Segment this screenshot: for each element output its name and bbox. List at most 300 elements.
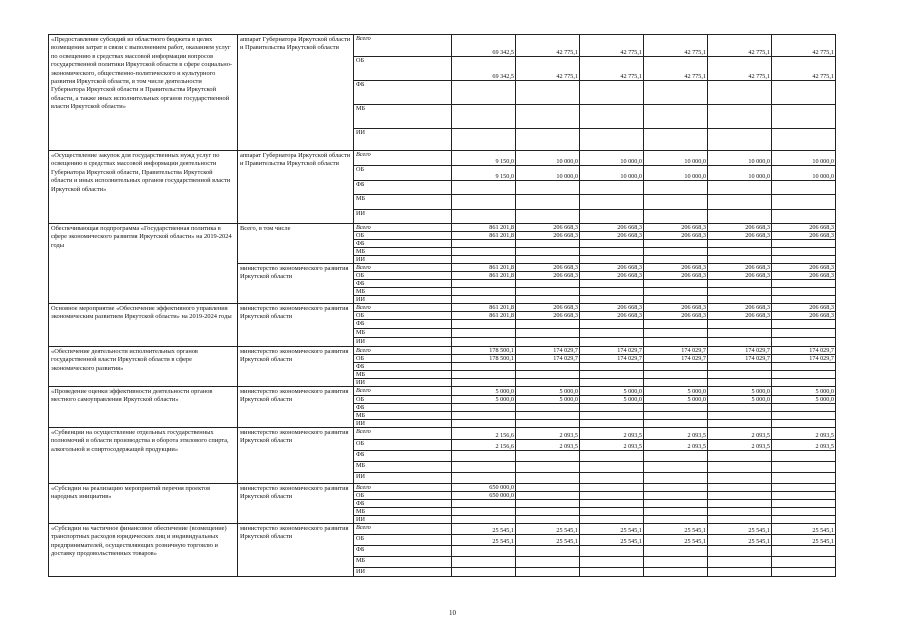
amount-cell: 206 668,3 — [644, 224, 708, 232]
funding-source: Всего — [354, 484, 452, 492]
amount-cell — [772, 379, 836, 387]
amount-cell — [708, 195, 772, 210]
amount-cell — [452, 557, 516, 568]
amount-cell — [516, 338, 580, 347]
amount-cell — [772, 420, 836, 428]
amount-cell — [516, 320, 580, 329]
amount-cell: 650 000,0 — [452, 492, 516, 500]
funding-source: ИИ — [354, 568, 452, 577]
amount-cell: 10 000,0 — [644, 151, 708, 166]
document-page — [48, 34, 836, 577]
amount-cell — [516, 256, 580, 264]
amount-cell — [708, 546, 772, 557]
amount-cell — [452, 451, 516, 462]
amount-cell — [516, 462, 580, 473]
funding-source: МБ — [354, 329, 452, 338]
amount-cell: 9 150,0 — [452, 151, 516, 166]
amount-cell — [580, 105, 644, 129]
funding-source: Всего — [354, 151, 452, 166]
amount-cell — [708, 320, 772, 329]
amount-cell: 206 668,3 — [580, 312, 644, 320]
amount-cell — [580, 256, 644, 264]
funding-source: ФБ — [354, 363, 452, 371]
amount-cell: 2 156,6 — [452, 428, 516, 440]
amount-cell: 206 668,3 — [772, 272, 836, 280]
amount-cell — [580, 129, 644, 151]
amount-cell: 25 545,1 — [452, 524, 516, 535]
amount-cell: 25 545,1 — [580, 535, 644, 546]
funding-source: Всего — [354, 224, 452, 232]
amount-cell — [772, 412, 836, 420]
funding-source: ФБ — [354, 546, 452, 557]
amount-cell — [580, 248, 644, 256]
amount-cell — [708, 338, 772, 347]
funding-source: ИИ — [354, 473, 452, 484]
amount-cell — [644, 557, 708, 568]
funding-source: ОБ — [354, 232, 452, 240]
measure-description: «Осуществление закупок для государственных нужд услуг по освещению в средствах массовой информации деятельности Губернатора Иркутской области, Правительства Иркутской области и иных исполнительных органов государственной власти Иркутской области» — [49, 151, 238, 224]
amount-cell — [644, 379, 708, 387]
amount-cell — [452, 181, 516, 195]
amount-cell — [580, 210, 644, 224]
amount-cell — [516, 181, 580, 195]
amount-cell — [772, 508, 836, 516]
funding-source: Всего — [354, 428, 452, 440]
amount-cell — [580, 508, 644, 516]
amount-cell — [580, 81, 644, 105]
amount-cell: 2 093,5 — [516, 440, 580, 451]
amount-cell — [452, 81, 516, 105]
amount-cell: 10 000,0 — [516, 151, 580, 166]
amount-cell — [516, 492, 580, 500]
amount-cell — [708, 420, 772, 428]
table-row — [49, 151, 836, 166]
funding-source: МБ — [354, 462, 452, 473]
amount-cell: 25 545,1 — [772, 524, 836, 535]
amount-cell — [452, 546, 516, 557]
amount-cell — [772, 546, 836, 557]
amount-cell — [708, 404, 772, 412]
amount-cell — [452, 280, 516, 288]
amount-cell: 861 201,8 — [452, 312, 516, 320]
amount-cell — [708, 462, 772, 473]
amount-cell: 174 029,7 — [644, 347, 708, 355]
funding-source: Всего — [354, 347, 452, 355]
amount-cell: 25 545,1 — [580, 524, 644, 535]
amount-cell — [580, 500, 644, 508]
executor-cell: министерство экономического развития Иркутской области — [238, 484, 354, 524]
amount-cell: 861 201,8 — [452, 264, 516, 272]
amount-cell: 2 093,5 — [644, 428, 708, 440]
amount-cell — [580, 280, 644, 288]
amount-cell — [644, 492, 708, 500]
amount-cell — [580, 484, 644, 492]
amount-cell: 174 029,7 — [580, 347, 644, 355]
amount-cell — [644, 329, 708, 338]
funding-source: ФБ — [354, 320, 452, 329]
amount-cell: 650 000,0 — [452, 484, 516, 492]
amount-cell — [580, 320, 644, 329]
amount-cell: 42 775,1 — [580, 35, 644, 57]
amount-cell — [772, 568, 836, 577]
amount-cell — [772, 371, 836, 379]
amount-cell — [452, 420, 516, 428]
amount-cell: 206 668,3 — [708, 304, 772, 312]
amount-cell — [452, 473, 516, 484]
amount-cell: 42 775,1 — [644, 35, 708, 57]
amount-cell: 10 000,0 — [708, 151, 772, 166]
amount-cell: 861 201,8 — [452, 224, 516, 232]
amount-cell — [772, 492, 836, 500]
executor-cell: министерство экономического развития Иркутской области — [238, 347, 354, 387]
amount-cell — [644, 105, 708, 129]
amount-cell — [516, 451, 580, 462]
amount-cell — [644, 484, 708, 492]
amount-cell: 10 000,0 — [772, 151, 836, 166]
funding-source: МБ — [354, 195, 452, 210]
amount-cell — [452, 248, 516, 256]
amount-cell — [452, 412, 516, 420]
amount-cell — [516, 363, 580, 371]
amount-cell — [516, 484, 580, 492]
funding-source: ФБ — [354, 181, 452, 195]
measure-description: «Субвенции на осуществление отдельных государственных полномочий в области производства и оборота этилового спирта, алкогольной и спиртосодержащей продукции» — [49, 428, 238, 484]
amount-cell — [644, 288, 708, 296]
amount-cell — [580, 546, 644, 557]
amount-cell — [772, 280, 836, 288]
amount-cell: 206 668,3 — [708, 312, 772, 320]
executor-cell: аппарат Губернатора Иркутской области и Правительства Иркутской области — [238, 151, 354, 224]
amount-cell: 206 668,3 — [708, 224, 772, 232]
amount-cell — [708, 451, 772, 462]
amount-cell: 9 150,0 — [452, 166, 516, 181]
amount-cell — [452, 129, 516, 151]
amount-cell: 206 668,3 — [580, 224, 644, 232]
amount-cell — [452, 210, 516, 224]
amount-cell — [708, 129, 772, 151]
amount-cell — [644, 451, 708, 462]
executor-cell: министерство экономического развития Иркутской области — [238, 304, 354, 347]
amount-cell: 206 668,3 — [580, 272, 644, 280]
amount-cell — [580, 568, 644, 577]
measure-description: «Субсидии на частичное финансовое обеспечение (возмещение) транспортных расходов юридических лиц и индивидуальных предпринимателей, осуществляющих розничную торговлю и доставку продовольственных товаров» — [49, 524, 238, 577]
amount-cell — [772, 516, 836, 524]
amount-cell: 42 775,1 — [516, 35, 580, 57]
amount-cell — [452, 288, 516, 296]
amount-cell — [772, 484, 836, 492]
funding-source: Всего — [354, 524, 452, 535]
measure-description: Обеспечивающая подпрограмма «Государственная политика в сфере экономического развития Иркутской области» на 2019-2024 годы — [49, 224, 238, 304]
amount-cell: 10 000,0 — [580, 166, 644, 181]
funding-source: МБ — [354, 105, 452, 129]
amount-cell: 5 000,0 — [772, 387, 836, 396]
funding-source: МБ — [354, 508, 452, 516]
table-row — [49, 304, 836, 312]
amount-cell — [708, 371, 772, 379]
amount-cell: 174 029,7 — [708, 347, 772, 355]
amount-cell — [516, 379, 580, 387]
amount-cell — [772, 240, 836, 248]
amount-cell — [516, 508, 580, 516]
funding-source: ОБ — [354, 312, 452, 320]
amount-cell — [644, 546, 708, 557]
amount-cell — [644, 296, 708, 304]
amount-cell — [452, 256, 516, 264]
amount-cell — [452, 404, 516, 412]
executor-cell: министерство экономического развития Иркутской области — [238, 524, 354, 577]
executor-cell: министерство экономического развития Иркутской области — [238, 387, 354, 428]
amount-cell — [772, 557, 836, 568]
amount-cell — [644, 129, 708, 151]
amount-cell — [580, 181, 644, 195]
funding-source: ОБ — [354, 355, 452, 363]
amount-cell — [772, 451, 836, 462]
amount-cell — [772, 195, 836, 210]
amount-cell — [516, 516, 580, 524]
executor-cell: Всего, в том числе — [238, 224, 354, 264]
amount-cell: 206 668,3 — [644, 264, 708, 272]
amount-cell: 42 775,1 — [708, 35, 772, 57]
amount-cell: 206 668,3 — [580, 264, 644, 272]
amount-cell — [708, 248, 772, 256]
funding-source: ОБ — [354, 396, 452, 404]
amount-cell: 25 545,1 — [644, 535, 708, 546]
funding-source: МБ — [354, 248, 452, 256]
amount-cell — [644, 248, 708, 256]
amount-cell: 5 000,0 — [452, 396, 516, 404]
amount-cell: 5 000,0 — [708, 387, 772, 396]
amount-cell — [516, 129, 580, 151]
financing-table — [48, 34, 836, 577]
table-row — [49, 224, 836, 232]
amount-cell: 69 342,5 — [452, 57, 516, 81]
table-row — [49, 387, 836, 396]
amount-cell: 206 668,3 — [708, 264, 772, 272]
amount-cell: 206 668,3 — [708, 232, 772, 240]
funding-source: ИИ — [354, 516, 452, 524]
amount-cell — [516, 500, 580, 508]
amount-cell — [580, 195, 644, 210]
amount-cell: 206 668,3 — [772, 232, 836, 240]
amount-cell — [452, 338, 516, 347]
amount-cell: 206 668,3 — [772, 224, 836, 232]
amount-cell — [644, 338, 708, 347]
amount-cell — [580, 404, 644, 412]
amount-cell — [452, 105, 516, 129]
amount-cell — [644, 516, 708, 524]
amount-cell: 206 668,3 — [516, 312, 580, 320]
amount-cell — [580, 371, 644, 379]
amount-cell: 2 093,5 — [708, 428, 772, 440]
amount-cell: 178 500,1 — [452, 347, 516, 355]
amount-cell: 2 156,6 — [452, 440, 516, 451]
funding-source: МБ — [354, 412, 452, 420]
amount-cell — [708, 296, 772, 304]
amount-cell — [772, 329, 836, 338]
amount-cell: 174 029,7 — [772, 355, 836, 363]
amount-cell: 5 000,0 — [580, 387, 644, 396]
funding-source: МБ — [354, 288, 452, 296]
amount-cell — [580, 420, 644, 428]
amount-cell — [452, 320, 516, 329]
amount-cell — [708, 105, 772, 129]
funding-source: МБ — [354, 371, 452, 379]
amount-cell — [516, 557, 580, 568]
funding-source: ФБ — [354, 240, 452, 248]
measure-description: «Обеспечение деятельности исполнительных органов государственной власти Иркутской области в сфере экономического развития» — [49, 347, 238, 387]
amount-cell — [516, 412, 580, 420]
amount-cell — [580, 412, 644, 420]
amount-cell — [644, 195, 708, 210]
amount-cell: 25 545,1 — [644, 524, 708, 535]
amount-cell — [644, 240, 708, 248]
funding-source: ИИ — [354, 379, 452, 387]
amount-cell — [644, 256, 708, 264]
funding-source: ОБ — [354, 492, 452, 500]
amount-cell: 25 545,1 — [452, 535, 516, 546]
amount-cell — [772, 105, 836, 129]
amount-cell — [452, 462, 516, 473]
amount-cell — [452, 363, 516, 371]
amount-cell: 25 545,1 — [708, 524, 772, 535]
amount-cell — [580, 492, 644, 500]
amount-cell: 174 029,7 — [644, 355, 708, 363]
amount-cell — [708, 329, 772, 338]
amount-cell: 174 029,7 — [580, 355, 644, 363]
amount-cell — [644, 320, 708, 329]
funding-source: Всего — [354, 304, 452, 312]
page-number: 10 — [449, 609, 456, 617]
amount-cell: 42 775,1 — [644, 57, 708, 81]
amount-cell: 5 000,0 — [452, 387, 516, 396]
amount-cell: 178 500,1 — [452, 355, 516, 363]
amount-cell — [772, 288, 836, 296]
amount-cell — [772, 129, 836, 151]
amount-cell: 2 093,5 — [644, 440, 708, 451]
amount-cell — [516, 195, 580, 210]
measure-description: Основное мероприятие «Обеспечение эффективного управления экономическим развитием Иркутской области» на 2019-2024 годы — [49, 304, 238, 347]
amount-cell — [708, 568, 772, 577]
amount-cell — [644, 462, 708, 473]
amount-cell — [580, 240, 644, 248]
amount-cell — [772, 256, 836, 264]
amount-cell — [516, 420, 580, 428]
amount-cell: 861 201,8 — [452, 232, 516, 240]
amount-cell — [580, 462, 644, 473]
amount-cell — [452, 516, 516, 524]
amount-cell — [580, 329, 644, 338]
amount-cell: 69 342,5 — [452, 35, 516, 57]
funding-source: ИИ — [354, 338, 452, 347]
amount-cell — [516, 248, 580, 256]
amount-cell — [516, 105, 580, 129]
amount-cell — [516, 473, 580, 484]
amount-cell — [772, 473, 836, 484]
amount-cell: 10 000,0 — [516, 166, 580, 181]
amount-cell — [772, 248, 836, 256]
amount-cell — [708, 379, 772, 387]
amount-cell: 206 668,3 — [516, 224, 580, 232]
funding-source: ОБ — [354, 166, 452, 181]
amount-cell: 5 000,0 — [644, 396, 708, 404]
amount-cell: 206 668,3 — [580, 304, 644, 312]
funding-source: ОБ — [354, 57, 452, 81]
executor-cell: министерство экономического развития Иркутской области — [238, 264, 354, 304]
amount-cell — [580, 338, 644, 347]
amount-cell: 2 093,5 — [580, 428, 644, 440]
amount-cell — [772, 320, 836, 329]
amount-cell: 42 775,1 — [580, 57, 644, 81]
amount-cell — [580, 473, 644, 484]
amount-cell: 5 000,0 — [708, 396, 772, 404]
amount-cell: 10 000,0 — [580, 151, 644, 166]
amount-cell — [580, 288, 644, 296]
amount-cell: 174 029,7 — [772, 347, 836, 355]
amount-cell — [452, 240, 516, 248]
amount-cell — [516, 296, 580, 304]
amount-cell: 5 000,0 — [772, 396, 836, 404]
amount-cell: 861 201,8 — [452, 304, 516, 312]
amount-cell — [644, 420, 708, 428]
amount-cell: 206 668,3 — [772, 264, 836, 272]
amount-cell — [644, 363, 708, 371]
funding-source: МБ — [354, 557, 452, 568]
amount-cell: 25 545,1 — [772, 535, 836, 546]
amount-cell: 5 000,0 — [516, 396, 580, 404]
amount-cell: 206 668,3 — [516, 232, 580, 240]
amount-cell — [708, 484, 772, 492]
amount-cell — [772, 296, 836, 304]
amount-cell — [708, 181, 772, 195]
amount-cell — [516, 329, 580, 338]
amount-cell — [452, 329, 516, 338]
amount-cell — [516, 210, 580, 224]
amount-cell — [708, 473, 772, 484]
amount-cell: 5 000,0 — [644, 387, 708, 396]
amount-cell — [708, 240, 772, 248]
amount-cell — [452, 195, 516, 210]
amount-cell — [516, 280, 580, 288]
amount-cell — [516, 240, 580, 248]
executor-cell: аппарат Губернатора Иркутской области и Правительства Иркутской области — [238, 35, 354, 151]
amount-cell: 10 000,0 — [644, 166, 708, 181]
amount-cell: 25 545,1 — [516, 524, 580, 535]
funding-source: ОБ — [354, 272, 452, 280]
amount-cell: 206 668,3 — [580, 232, 644, 240]
funding-source: ИИ — [354, 210, 452, 224]
amount-cell — [708, 280, 772, 288]
amount-cell: 861 201,8 — [452, 272, 516, 280]
funding-source: ИИ — [354, 420, 452, 428]
amount-cell — [516, 288, 580, 296]
measure-description: «Субсидии на реализацию мероприятий перечня проектов народных инициатив» — [49, 484, 238, 524]
amount-cell: 174 029,7 — [516, 355, 580, 363]
amount-cell: 10 000,0 — [708, 166, 772, 181]
amount-cell: 5 000,0 — [580, 396, 644, 404]
amount-cell — [580, 296, 644, 304]
amount-cell: 42 775,1 — [708, 57, 772, 81]
amount-cell — [452, 508, 516, 516]
amount-cell — [708, 557, 772, 568]
amount-cell: 206 668,3 — [516, 264, 580, 272]
amount-cell — [772, 338, 836, 347]
amount-cell: 206 668,3 — [516, 304, 580, 312]
amount-cell — [452, 379, 516, 387]
funding-source: Всего — [354, 387, 452, 396]
funding-source: ОБ — [354, 440, 452, 451]
amount-cell — [708, 256, 772, 264]
amount-cell — [644, 473, 708, 484]
